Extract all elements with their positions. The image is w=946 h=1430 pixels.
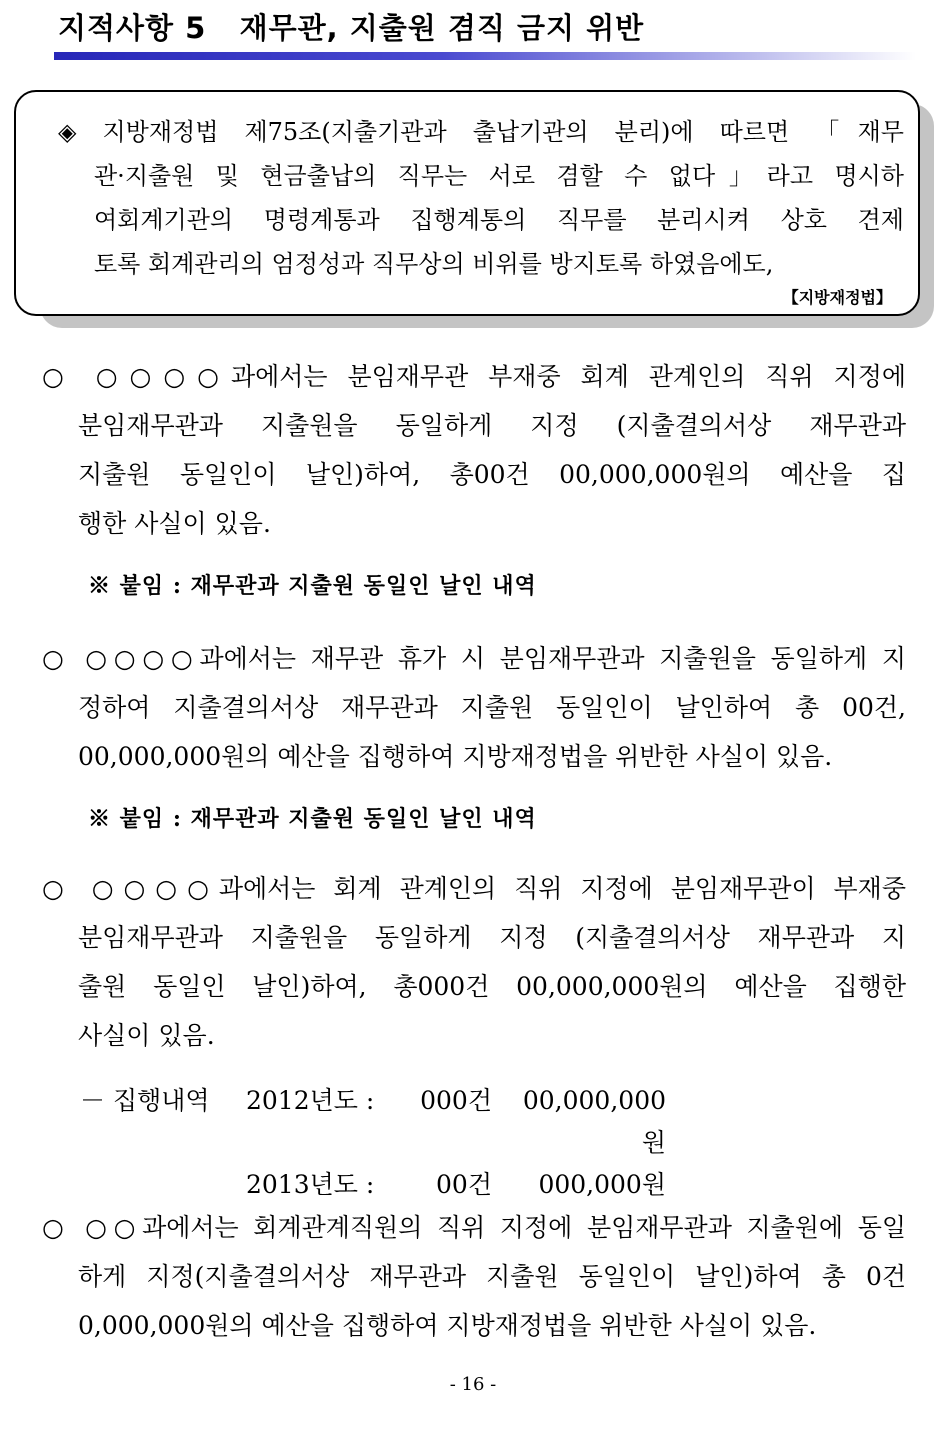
page-number: - 16 -	[449, 1374, 497, 1395]
finding-line: 분임재무관과 지출원을 동일하게 지정 (지출결의서상 재무관과 지	[78, 923, 906, 952]
finding-line: ○ ○○○○과에서는 회계 관계인의 직위 지정에 분임재무관이 부재중	[42, 874, 906, 903]
callout-line: ◈ 지방재정법 제75조(지출기관과 출납기관의 분리)에 따르면 「재무	[58, 118, 904, 146]
execution-amount: 000,000원	[538, 1170, 666, 1199]
callout-text	[58, 110, 904, 286]
callout-line: 관·지출원 및 현금출납의 직무는 서로 겸할 수 없다」라고 명시하	[94, 162, 904, 190]
attachment-note-1: ※ 붙임 : 재무관과 지출원 동일인 날인 내역	[88, 573, 537, 599]
finding-line: 분임재무관과 지출원을 동일하게 지정 (지출결의서상 재무관과	[78, 411, 906, 440]
execution-year: 2013년도 :	[246, 1170, 375, 1199]
finding-line: 0,000,000원의 예산을 집행하여 지방재정법을 위반한 사실이 있음.	[78, 1311, 817, 1340]
callout-line: 여회계기관의 명령계통과 집행계통의 직무를 분리시켜 상호 견제	[94, 206, 904, 234]
finding-line: 00,000,000원의 예산을 집행하여 지방재정법을 위반한 사실이 있음.	[78, 742, 833, 771]
finding-line: 출원 동일인 날인)하여, 총000건 00,000,000원의 예산을 집행한	[78, 972, 906, 1001]
finding-line: ○ ○○○○과에서는 분임재무관 부재중 회계 관계인의 직위 지정에	[42, 362, 906, 391]
execution-amount: 00,000,000원	[522, 1086, 666, 1157]
finding-paragraph-1	[42, 352, 906, 548]
execution-year: 2012년도 :	[246, 1086, 375, 1115]
execution-count: 000건	[420, 1086, 492, 1115]
finding-line: 사실이 있음.	[78, 1021, 215, 1050]
attachment-note-2: ※ 붙임 : 재무관과 지출원 동일인 날인 내역	[88, 806, 537, 832]
callout-line: 토록 회계관리의 엄정성과 직무상의 비위를 방지토록 하였음에도,	[94, 250, 774, 278]
execution-count: 00건	[436, 1170, 492, 1199]
finding-line: ○ ○○과에서는 회계관계직원의 직위 지정에 분임재무관과 지출원에 동일	[42, 1213, 906, 1242]
execution-row	[80, 1164, 666, 1206]
execution-label: － 집행내역	[80, 1086, 210, 1115]
callout-source-label: 【지방재정법】	[782, 288, 892, 307]
execution-row	[80, 1080, 666, 1164]
finding-paragraph-4	[42, 1203, 906, 1350]
finding-line: 하게 지정(지출결의서상 재무관과 지출원 동일인이 날인)하여 총 0건	[78, 1262, 906, 1291]
execution-details	[80, 1080, 666, 1206]
title-underline-bar	[54, 52, 916, 60]
legal-basis-callout	[14, 90, 920, 316]
finding-line: 행한 사실이 있음.	[78, 509, 271, 538]
finding-paragraph-2	[42, 634, 906, 781]
section-title: 지적사항 5 재무관, 지출원 겸직 금지 위반	[58, 11, 645, 45]
finding-paragraph-3	[42, 864, 906, 1060]
finding-line: ○ ○○○○과에서는 재무관 휴가 시 분임재무관과 지출원을 동일하게 지	[42, 644, 906, 673]
finding-line: 정하여 지출결의서상 재무관과 지출원 동일인이 날인하여 총 00건,	[78, 693, 906, 722]
finding-line: 지출원 동일인이 날인)하여, 총00건 00,000,000원의 예산을 집	[78, 460, 906, 489]
